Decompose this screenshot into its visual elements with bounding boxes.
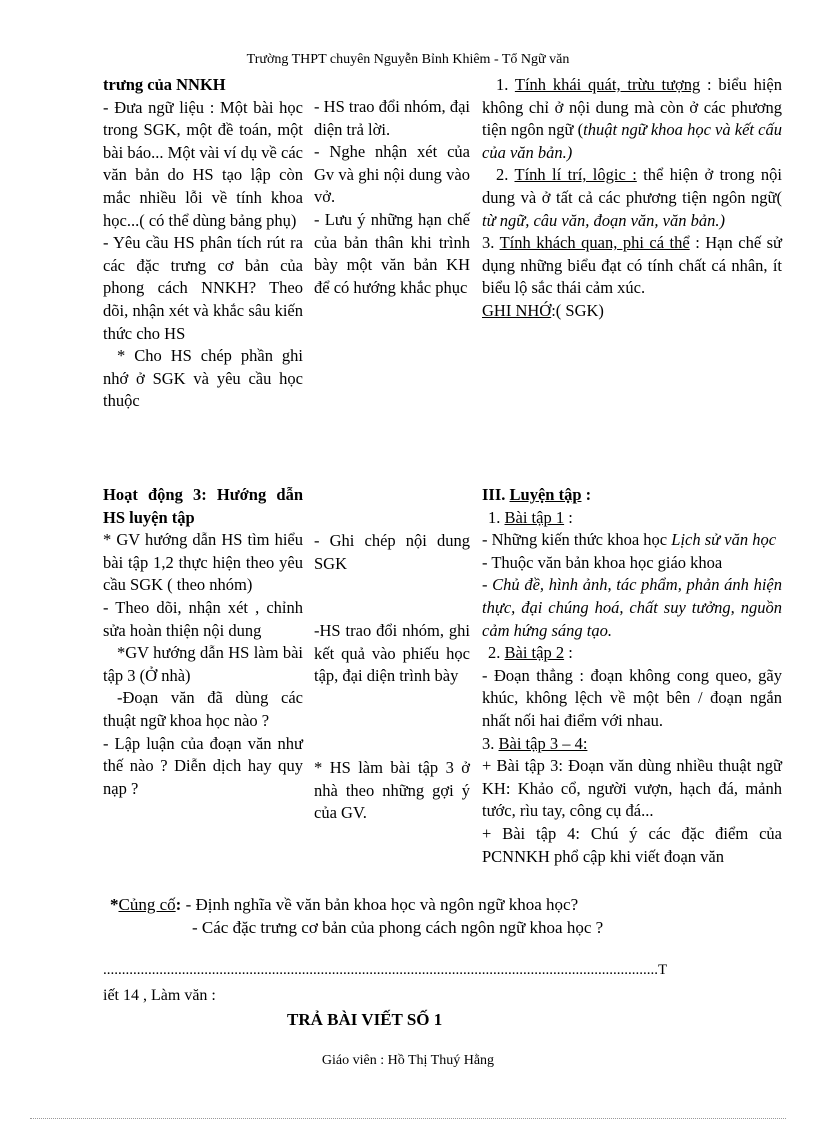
paragraph: + Bài tập 4: Chú ý các đặc điểm của PCNNKH phổ cập khi viết đoạn văn bbox=[482, 823, 782, 866]
feature-2: 2. Tính lí trí, lôgic : thể hiện ở trong nội dung và ở tất cả các phương tiện ngôn ngữ( từ ngữ, câu văn, đoạn văn, văn bản.) bbox=[482, 165, 782, 230]
paragraph: - Lưu ý những hạn chế của bản thân khi trình bày một văn bản KH để có hướng khắc phục bbox=[314, 209, 470, 297]
exercise-34-heading: 3. Bài tập 3 – 4: bbox=[482, 733, 588, 753]
paragraph: -Đoạn văn đã dùng các thuật ngữ khoa học nào ? bbox=[103, 688, 303, 730]
section-heading: III. Luyện tập : bbox=[482, 485, 592, 504]
paragraph: - Lập luận của đoạn văn như thế nào ? Diễn dịch hay quy nạp ? bbox=[103, 733, 303, 798]
paragraph: - Những kiến thức khoa học Lịch sử văn học bbox=[482, 530, 777, 550]
consolidation-line-2: - Các đặc trưng cơ bản của phong cách ngôn ngữ khoa học ? bbox=[192, 918, 604, 937]
practice-section bbox=[482, 484, 782, 868]
paragraph: *GV hướng dẫn HS làm bài tập 3 (Ở nhà) bbox=[103, 643, 303, 685]
paragraph: - HS trao đổi nhóm, đại diện trả lời. bbox=[314, 97, 470, 139]
lesson-number: iết 14 , Làm văn : bbox=[103, 987, 216, 1004]
consolidation-line-1: *Củng cố: - Định nghĩa về văn bản khoa học và ngôn ngữ khoa học? bbox=[110, 895, 579, 914]
paragraph: * Cho HS chép phần ghi nhớ ở SGK và yêu cầu học thuộc bbox=[103, 346, 303, 411]
student-activity-column-lower bbox=[314, 757, 470, 825]
paragraph: * GV hướng dẫn HS tìm hiểu bài tập 1,2 thực hiện theo yêu cầu SGK ( theo nhóm) bbox=[103, 530, 303, 595]
paragraph: - Ghi chép nội dung SGK bbox=[314, 531, 470, 573]
page-header: Trường THPT chuyên Nguyễn Bỉnh Khiêm - Tổ Ngữ văn bbox=[246, 52, 570, 67]
student-activity-column-lower bbox=[314, 530, 470, 575]
paragraph: * HS làm bài tập 3 ở nhà theo những gợi ý của GV. bbox=[314, 758, 470, 823]
student-activity-column bbox=[314, 96, 470, 299]
feature-3: 3. Tính khách quan, phi cá thể : Hạn chế sử dụng những biểu đạt có tính chất cá nhân, ít biểu lộ sắc thái cảm xúc. bbox=[482, 233, 782, 298]
paragraph: - Theo dõi, nhận xét , chỉnh sửa hoàn thiện nội dung bbox=[103, 597, 303, 640]
exercise-1-heading: 1. Bài tập 1 : bbox=[488, 507, 573, 527]
activity-heading: Hoạt động 3: Hướng dẫn HS luyện tập bbox=[103, 485, 303, 527]
paragraph: - Thuộc văn bản khoa học giáo khoa bbox=[482, 552, 723, 572]
section-heading: trưng của NNKH bbox=[103, 75, 226, 94]
consolidation bbox=[110, 893, 603, 939]
paragraph: - Đoạn thẳng : đoạn không cong queo, gãy khúc, không lệch về một bên / đoạn ngắn nhất nối hai điểm với nhau. bbox=[482, 665, 782, 730]
paragraph: - Nghe nhận xét của Gv và ghi nội dung vào vở. bbox=[314, 142, 470, 207]
content-column bbox=[482, 74, 782, 323]
paragraph: - Chủ đề, hình ảnh, tác phẩm, phản ánh hiện thực, đại chúng hoá, chất suy tưởng, nguồn cảm hứng sáng tạo. bbox=[482, 575, 782, 640]
student-activity-column-lower bbox=[314, 620, 470, 688]
ghi-nho: GHI NHỚ:( SGK) bbox=[482, 300, 604, 320]
activity-3-heading-block bbox=[103, 484, 303, 800]
footer-rule bbox=[30, 1118, 786, 1119]
teacher-activity-column bbox=[103, 74, 303, 413]
feature-1: 1. Tính khái quát, trừu tượng : biểu hiện không chỉ ở nội dung mà còn ở các phương tiện ngôn ngữ (thuật ngữ khoa học và kết cấu của văn bản.) bbox=[482, 75, 782, 162]
page-footer: Giáo viên : Hồ Thị Thuý Hằng bbox=[321, 1053, 495, 1068]
dotted-separator: ....................................................................................................................................................T bbox=[103, 962, 668, 978]
paragraph: - Đưa ngữ liệu : Một bài học trong SGK, một đề toán, một bài báo... Một vài ví dụ về các văn bản do HS tạo lập còn mắc nhiều lỗi về tính khoa học...( có thể dùng bảng phụ) bbox=[103, 97, 303, 230]
lesson-title: TRẢ BÀI VIẾT SỐ 1 bbox=[287, 1010, 443, 1029]
paragraph: -HS trao đổi nhóm, ghi kết quả vào phiếu học tập, đại diện trình bày bbox=[314, 621, 470, 686]
paragraph: + Bài tập 3: Đoạn văn dùng nhiều thuật ngữ KH: Khảo cổ, người vượn, hạch đá, mảnh tước, rìu tay, công cụ đá... bbox=[482, 756, 782, 821]
exercise-2-heading: 2. Bài tập 2 : bbox=[488, 643, 573, 663]
paragraph: - Yêu cầu HS phân tích rút ra các đặc trưng cơ bản của phong cách NNKH? Theo dõi, nhận xét và khắc sâu kiến thức cho HS bbox=[103, 233, 303, 343]
